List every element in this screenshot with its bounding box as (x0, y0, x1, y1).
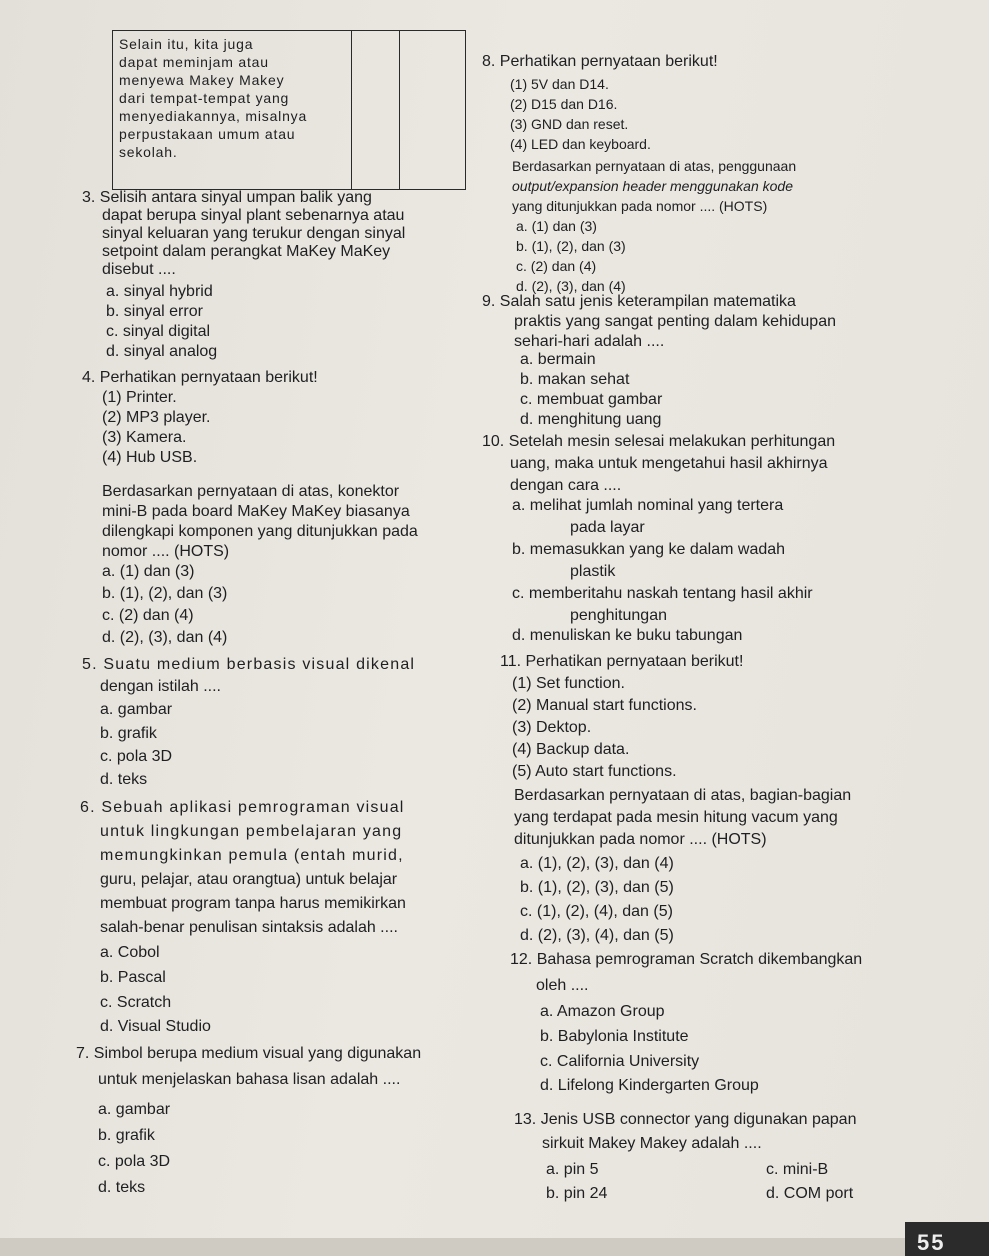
question-text: dengan cara .... (510, 477, 622, 494)
question-text: sehari-hari adalah .... (514, 333, 665, 350)
statement-item: (4) LED dan keyboard. (510, 136, 651, 152)
question-text: 6. Sebuah aplikasi pemrograman visual (80, 799, 405, 816)
answer-option-d[interactable]: d. (2), (3), (4), dan (5) (520, 927, 674, 944)
answer-option-c[interactable]: c. sinyal digital (106, 323, 211, 340)
answer-option-a[interactable]: a. gambar (98, 1101, 171, 1118)
question-text: praktis yang sangat penting dalam kehidupan (514, 313, 836, 330)
question-text: Berdasarkan pernyataan di atas, penggunaan (512, 158, 797, 174)
answer-option-a[interactable]: a. (1), (2), (3), dan (4) (520, 855, 674, 872)
question-text: untuk menjelaskan bahasa lisan adalah .... (98, 1071, 401, 1088)
answer-option-c[interactable]: c. membuat gambar (520, 391, 663, 408)
answer-option-a[interactable]: a. pin 5 (546, 1161, 599, 1178)
answer-option-b[interactable]: b. makan sehat (520, 371, 630, 388)
answer-option-d[interactable]: d. menghitung uang (520, 411, 662, 428)
question-text: dengan istilah .... (100, 678, 221, 695)
question-text: memungkinkan pemula (entah murid, (100, 847, 404, 864)
statement-item: (4) Backup data. (512, 741, 630, 758)
question-text: sirkuit Makey Makey adalah .... (542, 1135, 762, 1152)
answer-option-d[interactable]: d. Visual Studio (100, 1018, 211, 1035)
question-text: ditunjukkan pada nomor .... (HOTS) (514, 831, 767, 848)
table-column-divider (351, 31, 352, 189)
statement-item: (4) Hub USB. (102, 449, 198, 466)
question-text: 13. Jenis USB connector yang digunakan papan (514, 1111, 857, 1128)
info-table (112, 30, 466, 190)
answer-option-b[interactable]: b. (1), (2), (3), dan (5) (520, 879, 674, 896)
statement-item: (3) Kamera. (102, 429, 187, 446)
table-column-divider (399, 31, 400, 189)
answer-option-a[interactable]: a. Cobol (100, 944, 160, 961)
question-text: guru, pelajar, atau orangtua) untuk belajar (100, 871, 398, 888)
question-text: 5. Suatu medium berbasis visual dikenal (82, 656, 416, 673)
answer-option-c[interactable]: c. (2) dan (4) (516, 258, 597, 274)
question-text: uang, maka untuk mengetahui hasil akhirnya (510, 455, 828, 472)
answer-option-d[interactable]: d. Lifelong Kindergarten Group (540, 1077, 759, 1094)
answer-option-a[interactable]: a. sinyal hybrid (106, 283, 213, 300)
answer-option-a[interactable]: a. gambar (100, 701, 173, 718)
answer-option-b[interactable]: b. (1), (2), dan (3) (102, 585, 228, 602)
answer-option-b[interactable]: b. (1), (2), dan (3) (516, 238, 626, 254)
answer-option-d[interactable]: d. teks (100, 771, 148, 788)
statement-item: (2) Manual start functions. (512, 697, 697, 714)
question-text: 3. Selisih antara sinyal umpan balik yang (82, 189, 372, 206)
statement-item: (1) Set function. (512, 675, 625, 692)
page-number: 55 (917, 1230, 946, 1255)
question-text: 12. Bahasa pemrograman Scratch dikembangkan (510, 951, 863, 968)
question-text: membuat program tanpa harus memikirkan (100, 895, 406, 912)
answer-option-c[interactable]: c. (1), (2), (4), dan (5) (520, 903, 673, 920)
answer-option-d[interactable]: d. COM port (766, 1185, 854, 1202)
question-text: 9. Salah satu jenis keterampilan matematika (482, 293, 796, 310)
question-text: 4. Perhatikan pernyataan berikut! (82, 369, 318, 386)
question-text: 7. Simbol berupa medium visual yang digunakan (76, 1045, 422, 1062)
answer-option-b[interactable]: b. Babylonia Institute (540, 1028, 689, 1045)
question-text: oleh .... (536, 977, 589, 994)
answer-option-a[interactable]: a. Amazon Group (540, 1003, 665, 1020)
answer-option-a[interactable]: a. melihat jumlah nominal yang tertera (512, 497, 784, 514)
statement-item: (2) D15 dan D16. (510, 96, 618, 112)
answer-option-a[interactable]: a. bermain (520, 351, 596, 368)
question-text: sinyal keluaran yang terukur dengan sinyal (102, 225, 406, 242)
question-text: disebut .... (102, 261, 176, 278)
answer-option-d[interactable]: d. sinyal analog (106, 343, 218, 360)
answer-option-b[interactable]: b. memasukkan yang ke dalam wadah (512, 541, 786, 558)
question-text: yang ditunjukkan pada nomor .... (HOTS) (512, 198, 768, 214)
question-text: salah-benar penulisan sintaksis adalah .... (100, 919, 398, 936)
answer-option-b[interactable]: b. pin 24 (546, 1185, 608, 1202)
answer-option-d[interactable]: d. menuliskan ke buku tabungan (512, 627, 743, 644)
statement-item: (2) MP3 player. (102, 409, 211, 426)
question-text: nomor .... (HOTS) (102, 543, 230, 560)
question-text: output/expansion header menggunakan kode (512, 178, 793, 194)
answer-option-c[interactable]: c. Scratch (100, 994, 172, 1011)
answer-option-continuation: pada layar (570, 519, 645, 536)
statement-item: (5) Auto start functions. (512, 763, 677, 780)
question-text: 11. Perhatikan pernyataan berikut! (500, 653, 744, 670)
answer-option-d[interactable]: d. (2), (3), dan (4) (102, 629, 228, 646)
question-text: Berdasarkan pernyataan di atas, bagian-bagian (514, 787, 852, 804)
answer-option-continuation: plastik (570, 563, 616, 580)
table-cell-text: Selain itu, kita juga dapat meminjam atau menyewa Makey Makey dari tempat-tempat yang menyediakannya, misalnya perpustakaan umum atau sekolah. (119, 36, 308, 160)
answer-option-b[interactable]: b. grafik (100, 725, 157, 742)
answer-option-c[interactable]: c. memberitahu naskah tentang hasil akhir (512, 585, 813, 602)
answer-option-d[interactable]: d. teks (98, 1179, 146, 1196)
answer-option-c[interactable]: c. (2) dan (4) (102, 607, 194, 624)
question-text: 10. Setelah mesin selesai melakukan perhitungan (482, 433, 836, 450)
answer-option-d[interactable]: d. (2), (3), dan (4) (516, 278, 626, 294)
statement-item: (3) GND dan reset. (510, 116, 629, 132)
statement-item: (3) Dektop. (512, 719, 592, 736)
answer-option-b[interactable]: b. grafik (98, 1127, 155, 1144)
answer-option-a[interactable]: a. (1) dan (3) (516, 218, 597, 234)
answer-option-c[interactable]: c. mini-B (766, 1161, 829, 1178)
answer-option-b[interactable]: b. Pascal (100, 969, 166, 986)
answer-option-c[interactable]: c. pola 3D (98, 1153, 171, 1170)
question-text: dilengkapi komponen yang ditunjukkan pada (102, 523, 418, 540)
statement-item: (1) Printer. (102, 389, 177, 406)
answer-option-a[interactable]: a. (1) dan (3) (102, 563, 195, 580)
page-number-tab (905, 1222, 989, 1256)
answer-option-continuation: penghitungan (570, 607, 667, 624)
question-text: yang terdapat pada mesin hitung vacum yang (514, 809, 838, 826)
question-text: setpoint dalam perangkat MaKey MaKey (102, 243, 391, 260)
question-text: dapat berupa sinyal plant sebenarnya atau (102, 207, 405, 224)
question-text: mini-B pada board MaKey MaKey biasanya (102, 503, 410, 520)
statement-item: (1) 5V dan D14. (510, 76, 609, 92)
answer-option-b[interactable]: b. sinyal error (106, 303, 203, 320)
question-text: untuk lingkungan pembelajaran yang (100, 823, 403, 840)
answer-option-c[interactable]: c. pola 3D (100, 748, 173, 765)
question-text: Berdasarkan pernyataan di atas, konektor (102, 483, 400, 500)
page-bottom-edge (0, 1238, 905, 1256)
question-text: 8. Perhatikan pernyataan berikut! (482, 53, 718, 70)
answer-option-c[interactable]: c. California University (540, 1053, 700, 1070)
